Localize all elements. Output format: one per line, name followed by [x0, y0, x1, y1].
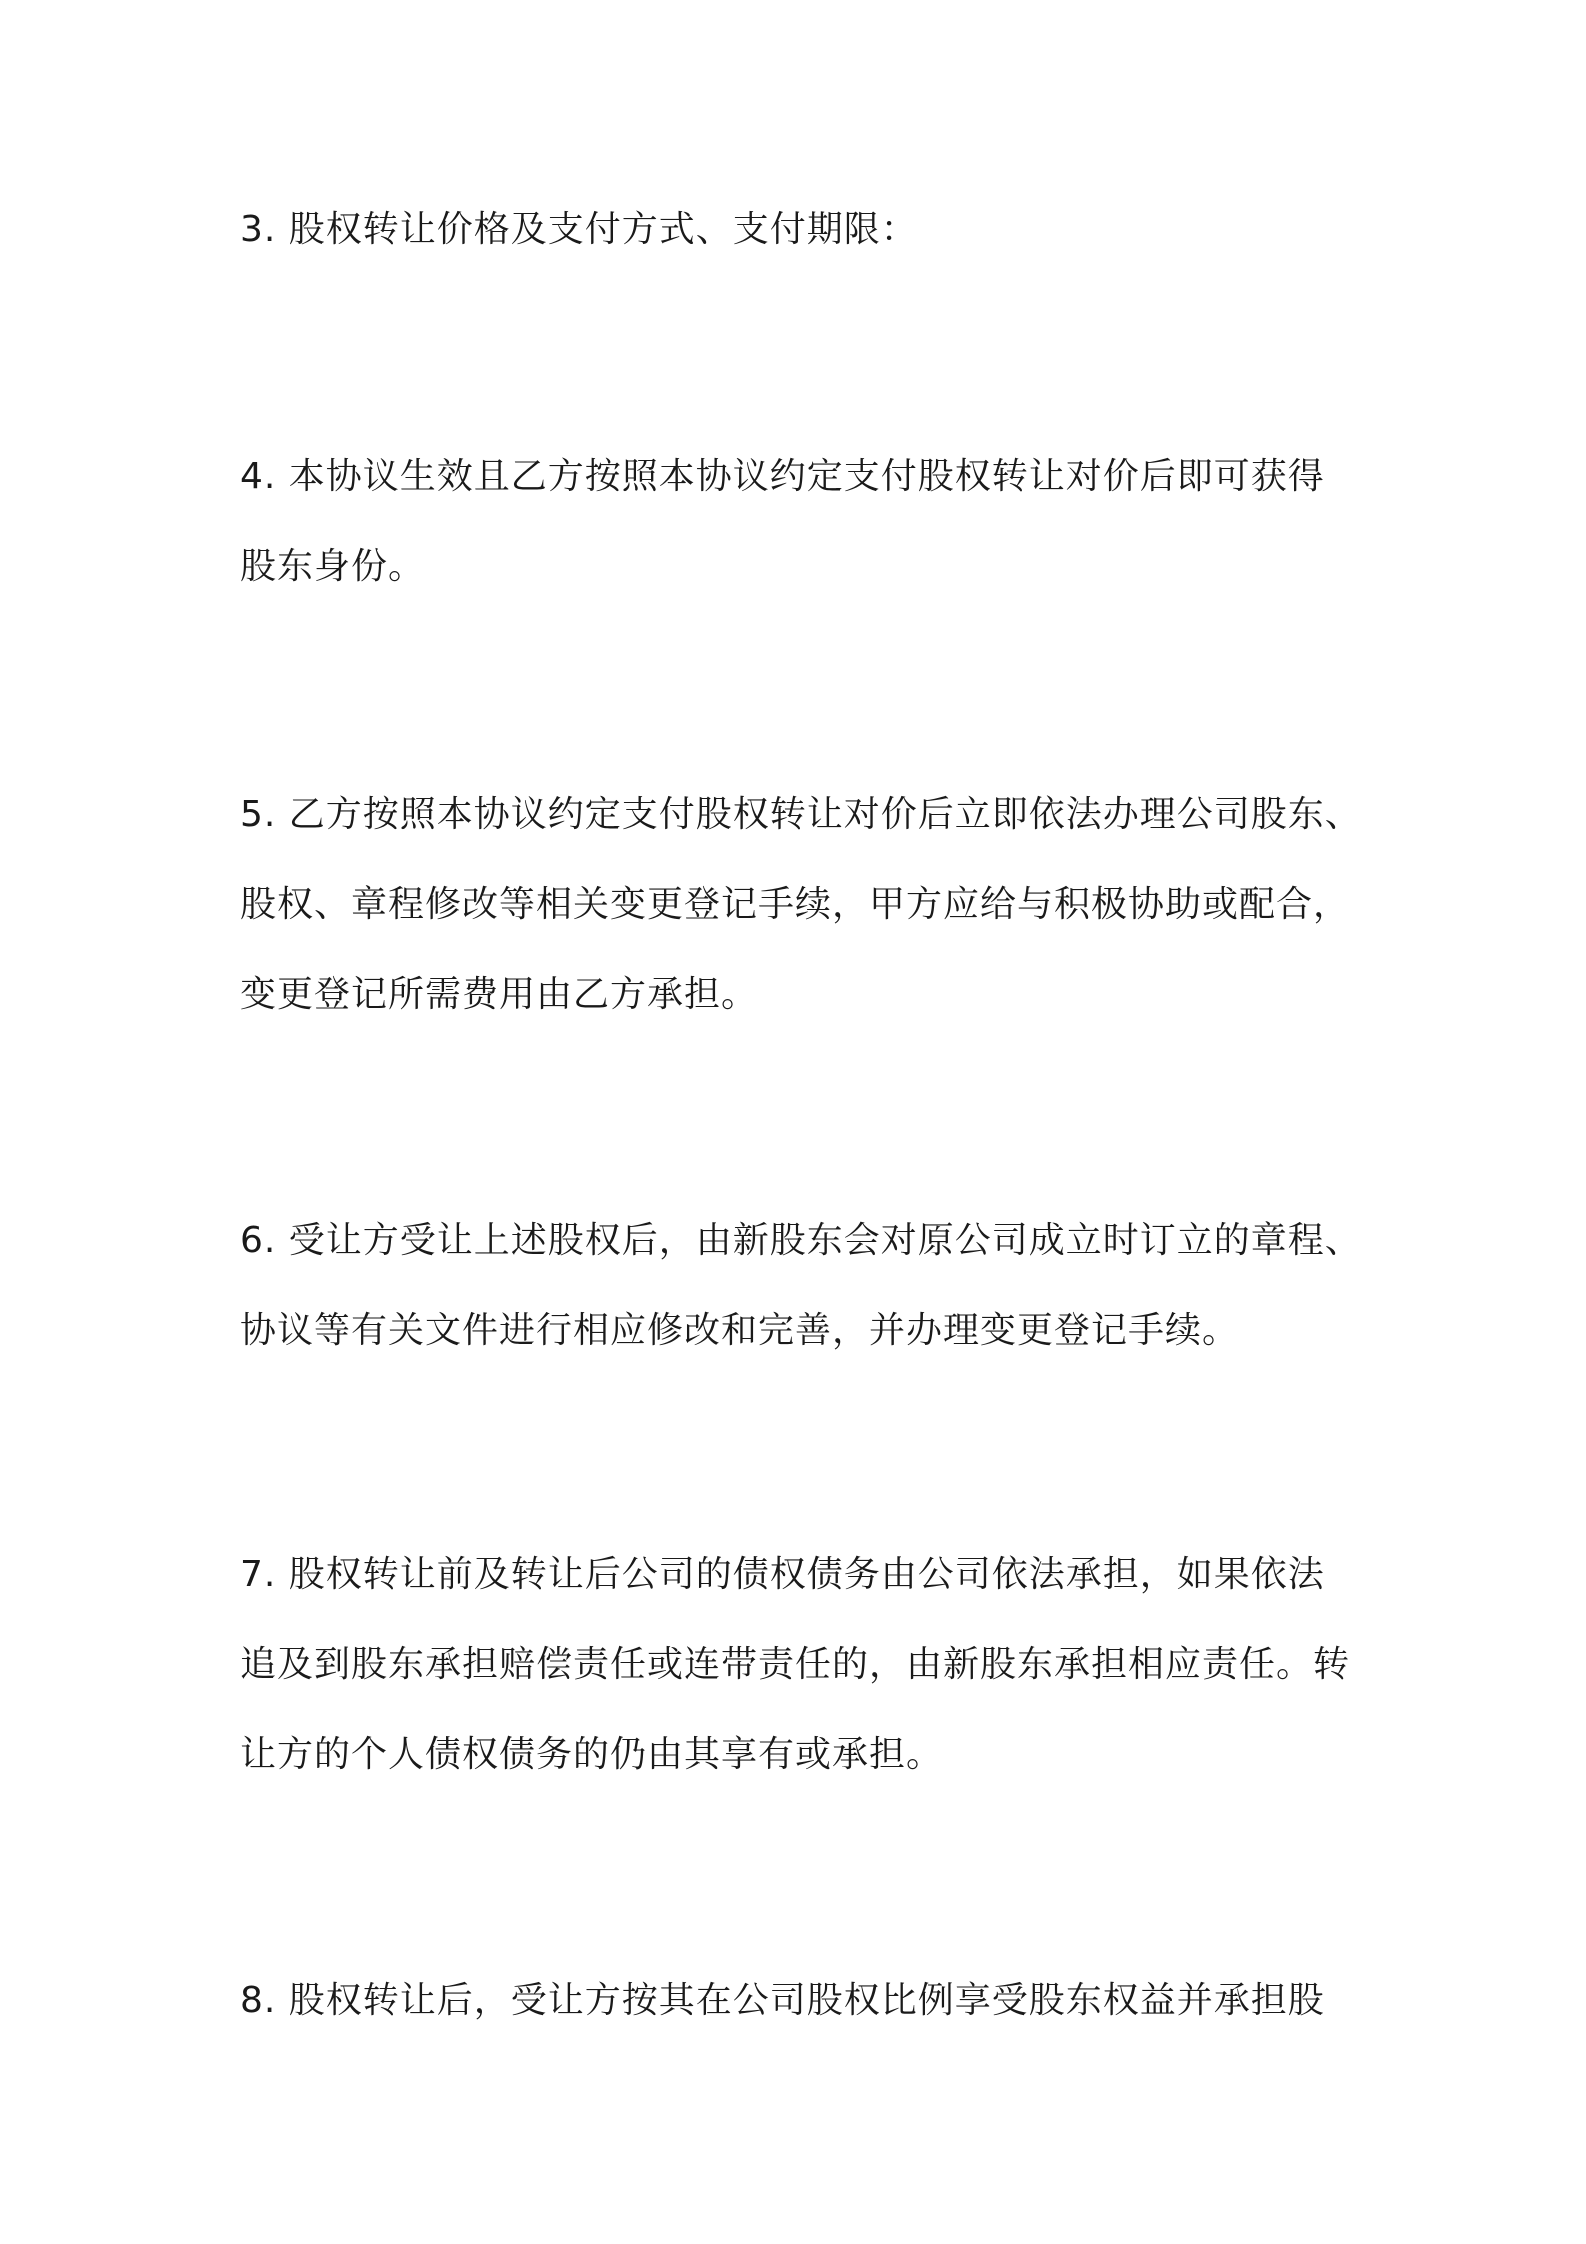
clause-6	[240, 1196, 1370, 1376]
clause-7-line-3: 让方的个人债权债务的仍由其享有或承担。	[240, 1734, 944, 1775]
clause-5	[240, 770, 1370, 1040]
clause-4	[240, 432, 1370, 612]
clause-7-line-1: 7. 股权转让前及转让后公司的债权债务由公司依法承担，如果依法	[240, 1554, 1325, 1595]
clause-8	[240, 1956, 1370, 2046]
clause-3	[240, 185, 1370, 275]
clause-8-line-1: 8. 股权转让后，受让方按其在公司股权比例享受股东权益并承担股	[240, 1980, 1325, 2021]
clause-3-line-1: 3. 股权转让价格及支付方式、支付期限：	[240, 209, 918, 250]
clause-4-line-2: 股东身份。	[240, 546, 426, 587]
clause-5-line-3: 变更登记所需费用由乙方承担。	[240, 974, 759, 1015]
clause-4-line-1: 4. 本协议生效且乙方按照本协议约定支付股权转让对价后即可获得	[240, 456, 1325, 497]
clause-7	[240, 1530, 1370, 1800]
clause-5-line-2: 股权、章程修改等相关变更登记手续，甲方应给与积极协助或配合，	[240, 884, 1351, 925]
clause-5-line-1: 5. 乙方按照本协议约定支付股权转让对价后立即依法办理公司股东、	[240, 794, 1362, 835]
clause-6-line-1: 6. 受让方受让上述股权后，由新股东会对原公司成立时订立的章程、	[240, 1220, 1362, 1261]
clause-7-line-2: 追及到股东承担赔偿责任或连带责任的，由新股东承担相应责任。转	[240, 1644, 1351, 1685]
clause-6-line-2: 协议等有关文件进行相应修改和完善，并办理变更登记手续。	[240, 1310, 1240, 1351]
